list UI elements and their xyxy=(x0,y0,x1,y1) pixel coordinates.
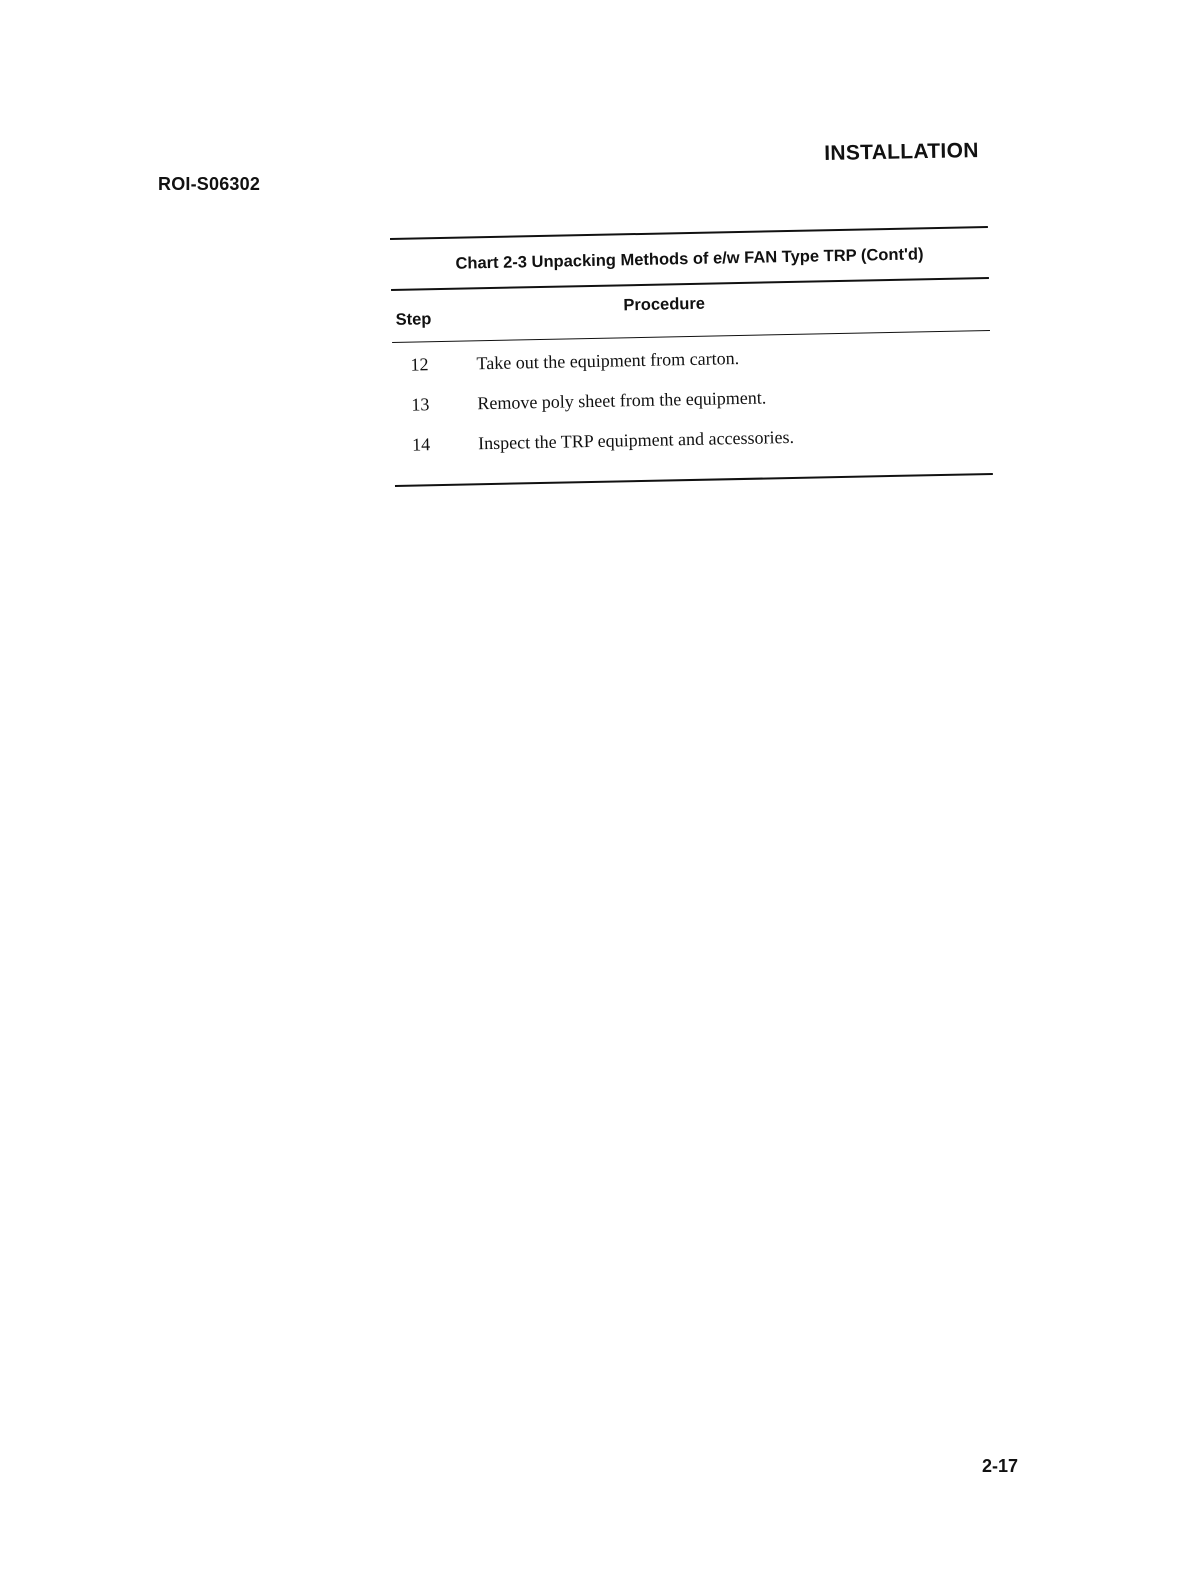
procedure-chart xyxy=(390,226,993,487)
column-header-step: Step xyxy=(395,309,432,329)
column-header-procedure: Procedure xyxy=(623,294,706,314)
step-number: 14 xyxy=(411,434,431,455)
step-procedure: Take out the equipment from carton. xyxy=(476,348,740,374)
step-number: 12 xyxy=(410,354,429,375)
doc-id: ROI-S06302 xyxy=(158,174,261,194)
chart-rows xyxy=(392,331,993,485)
step-procedure: Inspect the TRP equipment and accessories. xyxy=(477,426,795,454)
chart-title: Chart 2-3 Unpacking Methods of e/w FAN Type TRP (Cont'd) xyxy=(455,245,924,273)
step-number: 13 xyxy=(411,394,430,415)
page-number: 2-17 xyxy=(982,1456,1019,1476)
section-title: INSTALLATION xyxy=(824,139,979,165)
step-procedure: Remove poly sheet from the equipment. xyxy=(477,387,767,414)
